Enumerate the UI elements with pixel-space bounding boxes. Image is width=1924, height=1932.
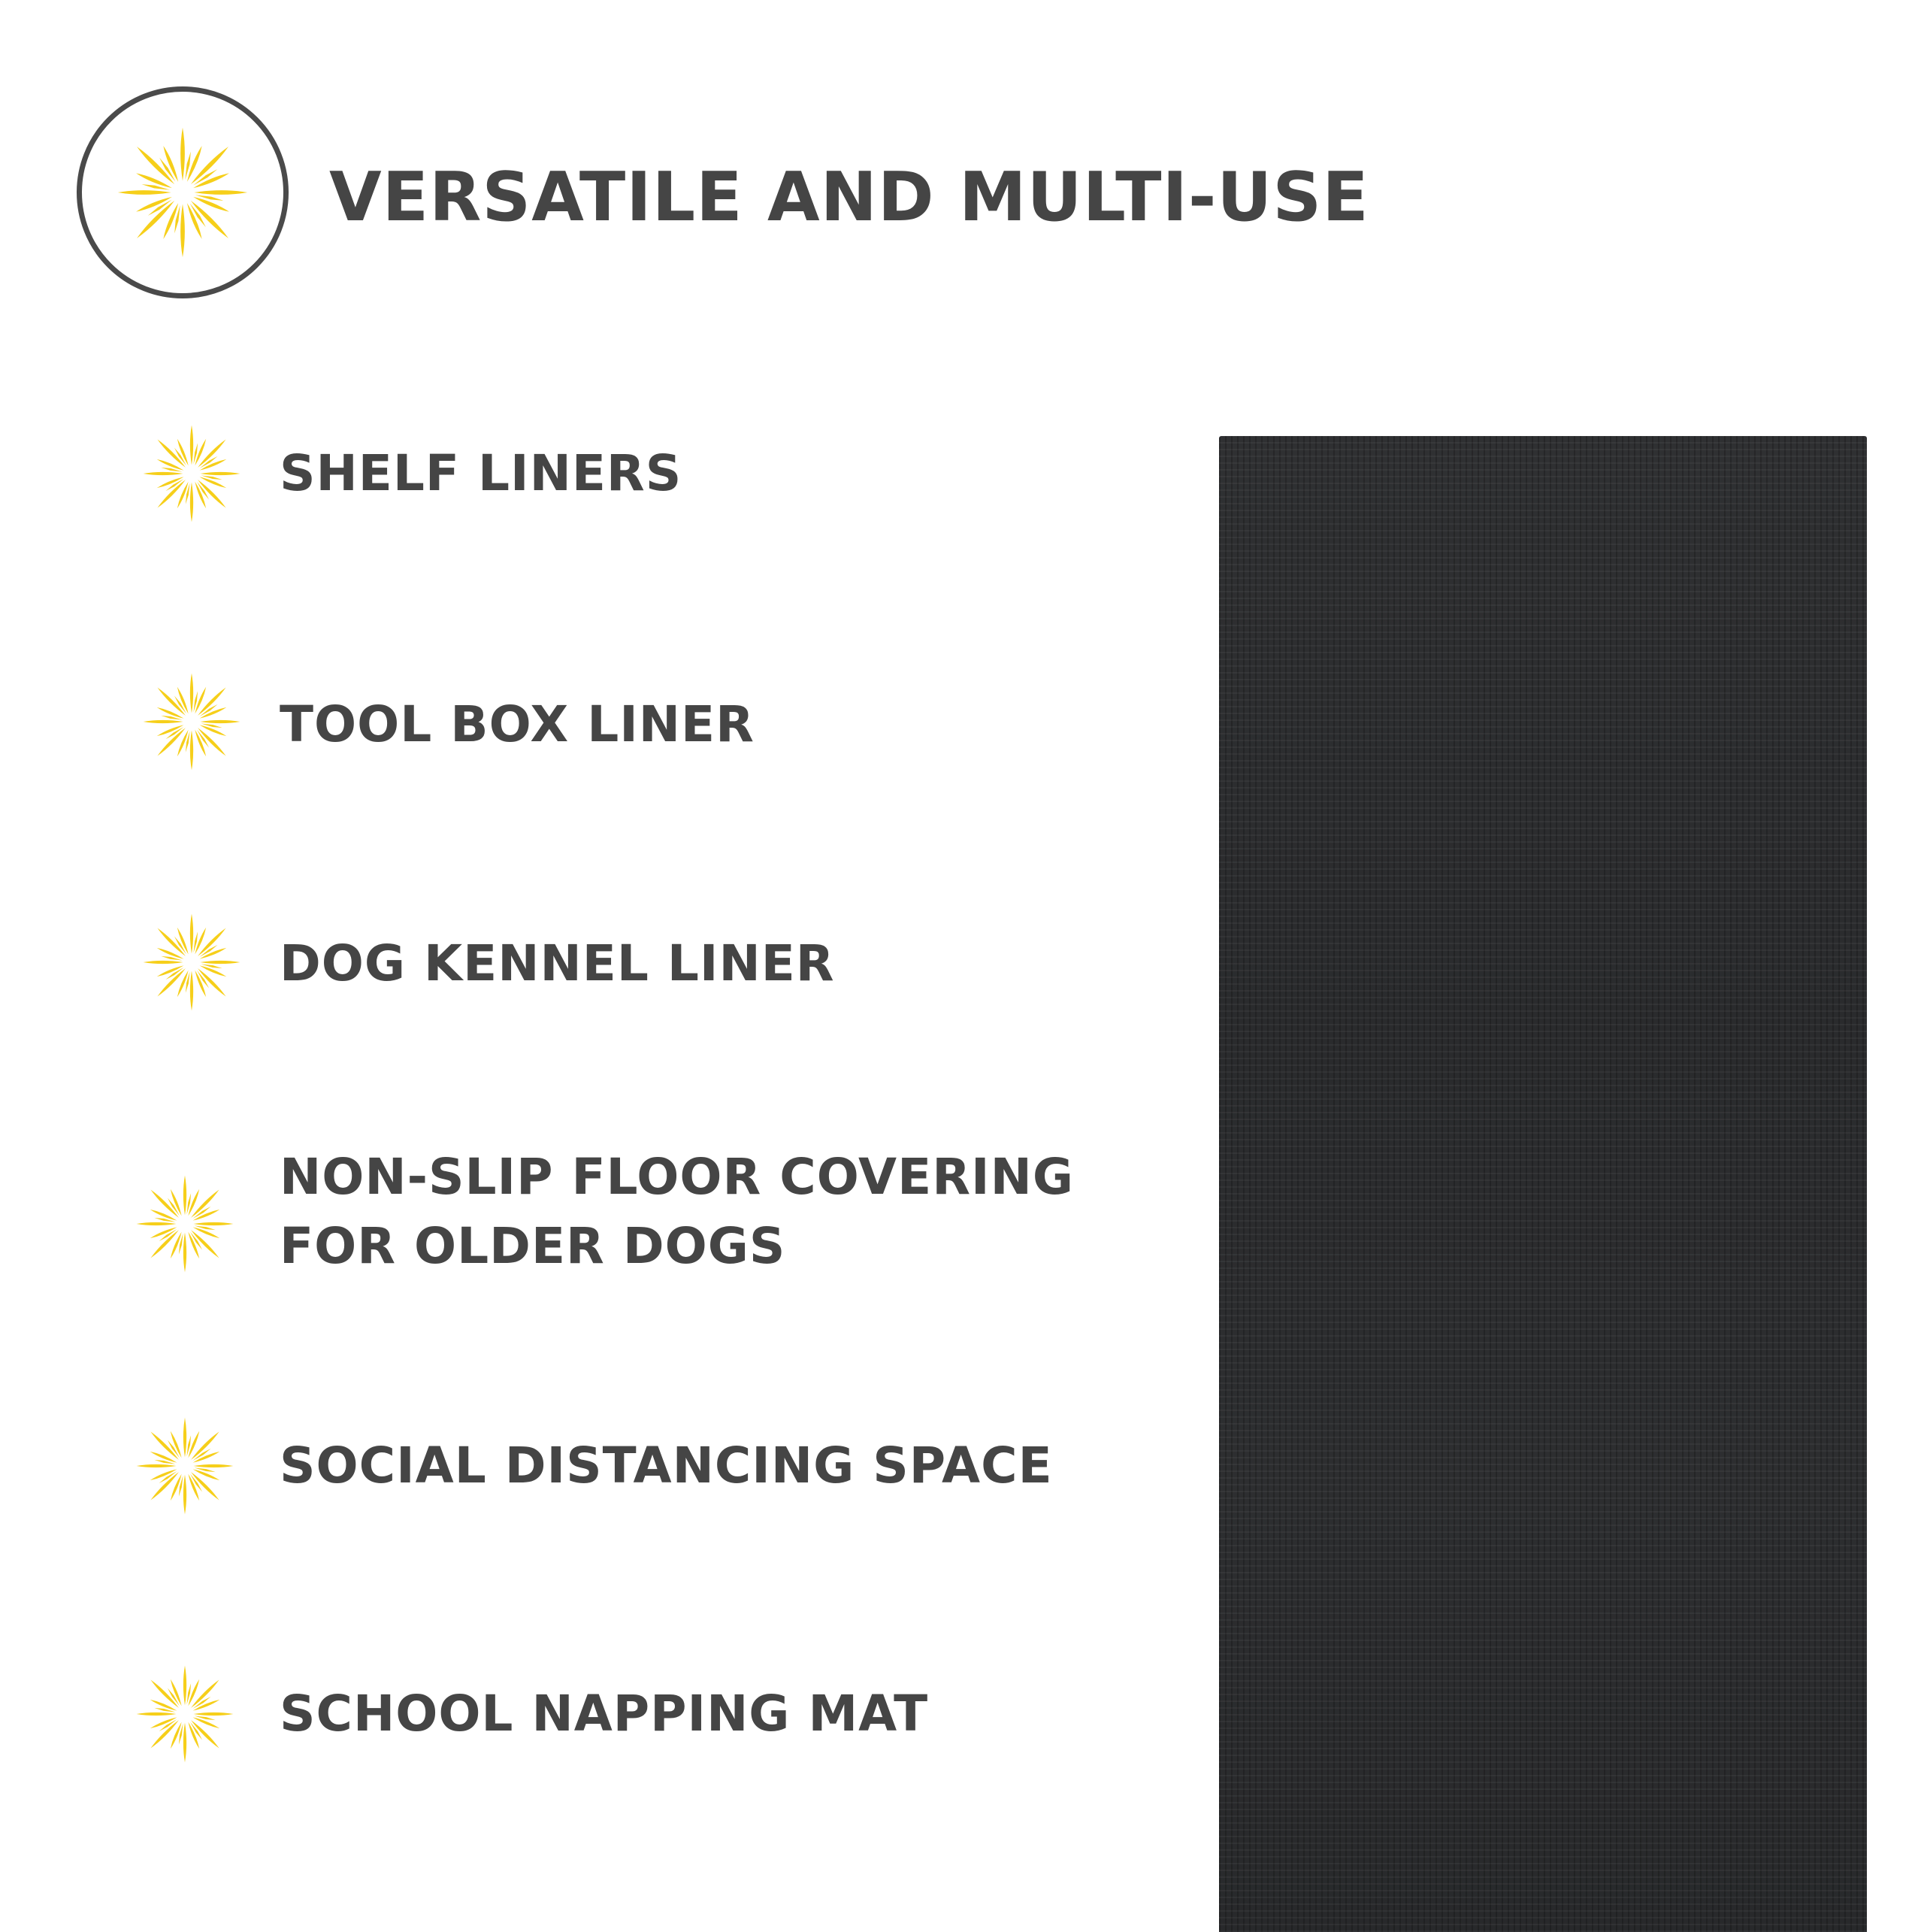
- sun-icon: [141, 422, 243, 525]
- sun-icon: [134, 1173, 236, 1275]
- list-item: [0, 1143, 1187, 1308]
- list-item: [0, 910, 1187, 1015]
- sun-icon: [141, 671, 243, 773]
- sun-icon: [134, 1415, 236, 1517]
- sun-icon: [141, 911, 243, 1013]
- list-item: [0, 421, 1187, 526]
- list-item: [0, 1661, 1187, 1767]
- sun-icon: [134, 1663, 236, 1765]
- sun-icon: [114, 124, 251, 261]
- use-label: TOOL BOX LINER: [280, 695, 755, 753]
- list-item: [0, 1413, 1187, 1519]
- use-label: DOG KENNEL LINER: [280, 934, 835, 992]
- mat-image: [1219, 436, 1867, 1932]
- use-label: SCHOOL NAPPING MAT: [280, 1685, 929, 1743]
- use-label: SOCIAL DISTANCING SPACE: [280, 1437, 1053, 1494]
- use-label: SHELF LINERS: [280, 444, 682, 502]
- use-label: NON-SLIP FLOOR COVERING FOR OLDER DOGS: [280, 1148, 1074, 1275]
- list-item: [0, 669, 1187, 774]
- header-badge: [77, 86, 289, 298]
- page-title: VERSATILE AND MULTI-USE: [329, 158, 1369, 237]
